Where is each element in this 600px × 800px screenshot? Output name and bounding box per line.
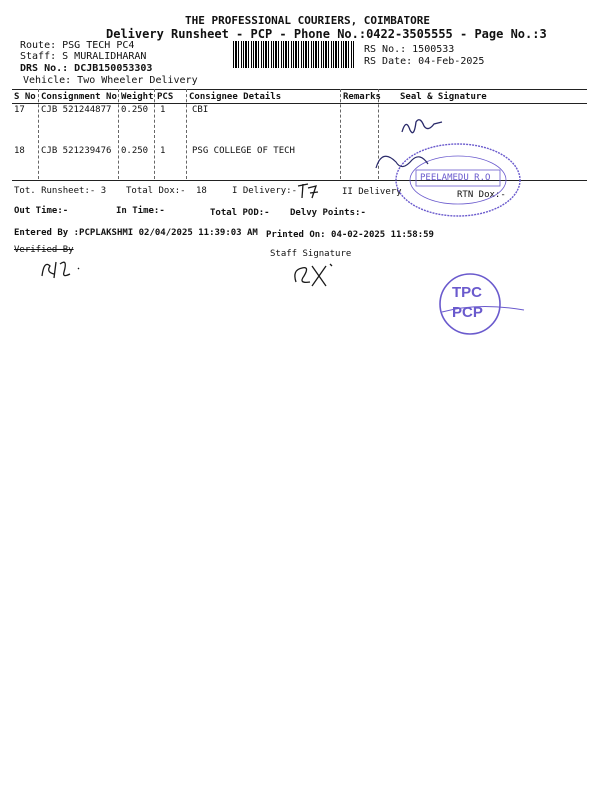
delvy-points-label: Delvy Points:- bbox=[290, 208, 366, 218]
drs-number: DRS No.: DCJB150053303 bbox=[20, 63, 153, 74]
total-dox-label: Total Dox:- bbox=[126, 186, 186, 196]
header-remarks: Remarks bbox=[343, 92, 381, 102]
table-row-consignment: CJB 521239476 bbox=[41, 146, 112, 156]
staff-text: Staff: S MURALIDHARAN bbox=[20, 51, 147, 62]
i-delivery-label: I Delivery:- bbox=[232, 186, 298, 196]
header-consignment: Consignment No bbox=[41, 92, 117, 102]
tpc-stamp-line2: PCP bbox=[452, 304, 483, 321]
tpc-stamp-line1: TPC bbox=[452, 284, 482, 301]
ii-delivery-label: II Delivery bbox=[342, 187, 402, 197]
table-row-pcs: 1 bbox=[160, 105, 166, 115]
header-sno: S No bbox=[14, 92, 36, 102]
staff-signature-mark bbox=[290, 258, 340, 290]
in-time-label: In Time:- bbox=[116, 206, 165, 216]
staff-signature-label: Staff Signature bbox=[270, 249, 352, 259]
out-time-label: Out Time:- bbox=[14, 206, 69, 216]
table-row-pcs: 1 bbox=[160, 146, 166, 156]
route-text: Route: PSG TECH PC4 bbox=[20, 40, 135, 51]
header-weight: Weight bbox=[121, 92, 154, 102]
runsheet-subtitle: Delivery Runsheet - PCP - Phone No.:0422-3505555 - Page No.:3 bbox=[106, 27, 547, 41]
header-seal: Seal & Signature bbox=[400, 92, 487, 102]
company-title: THE PROFESSIONAL COURIERS, COIMBATORE bbox=[185, 14, 431, 27]
table-row-sno: 17 bbox=[14, 105, 25, 115]
total-dox-value: 18 bbox=[196, 186, 207, 196]
header-pcs: PCS bbox=[157, 92, 174, 102]
table-row-sno: 18 bbox=[14, 146, 25, 156]
table-row-weight: 0.250 bbox=[121, 105, 149, 115]
i-delivery-handwritten-mark bbox=[294, 180, 324, 202]
barcode bbox=[233, 41, 355, 68]
table-row-consignee: CBI bbox=[192, 105, 209, 115]
table-row-consignee: PSG COLLEGE OF TECH bbox=[192, 146, 295, 156]
vehicle-text: Vehicle: Two Wheeler Delivery bbox=[23, 75, 198, 86]
table-row-weight: 0.250 bbox=[121, 146, 149, 156]
total-runsheet: Tot. Runsheet:- 3 bbox=[14, 186, 107, 196]
entered-by: Entered By :PCPLAKSHMI 02/04/2025 11:39:03 AM bbox=[14, 228, 258, 238]
table-row-consignment: CJB 521244877 bbox=[41, 105, 112, 115]
verified-by-signature bbox=[38, 254, 88, 282]
verified-by-label: Verified By bbox=[14, 245, 74, 255]
seal-stamp-text: PEELAMEDU R.O bbox=[420, 173, 491, 183]
rs-date: RS Date: 04-Feb-2025 bbox=[364, 56, 485, 67]
printed-on: Printed On: 04-02-2025 11:58:59 bbox=[266, 230, 434, 240]
total-pod-label: Total POD:- bbox=[210, 208, 270, 218]
rtn-dox-label: RTN Dox:- bbox=[457, 190, 506, 200]
rs-number: RS No.: 1500533 bbox=[364, 44, 455, 55]
header-consignee: Consignee Details bbox=[189, 92, 282, 102]
